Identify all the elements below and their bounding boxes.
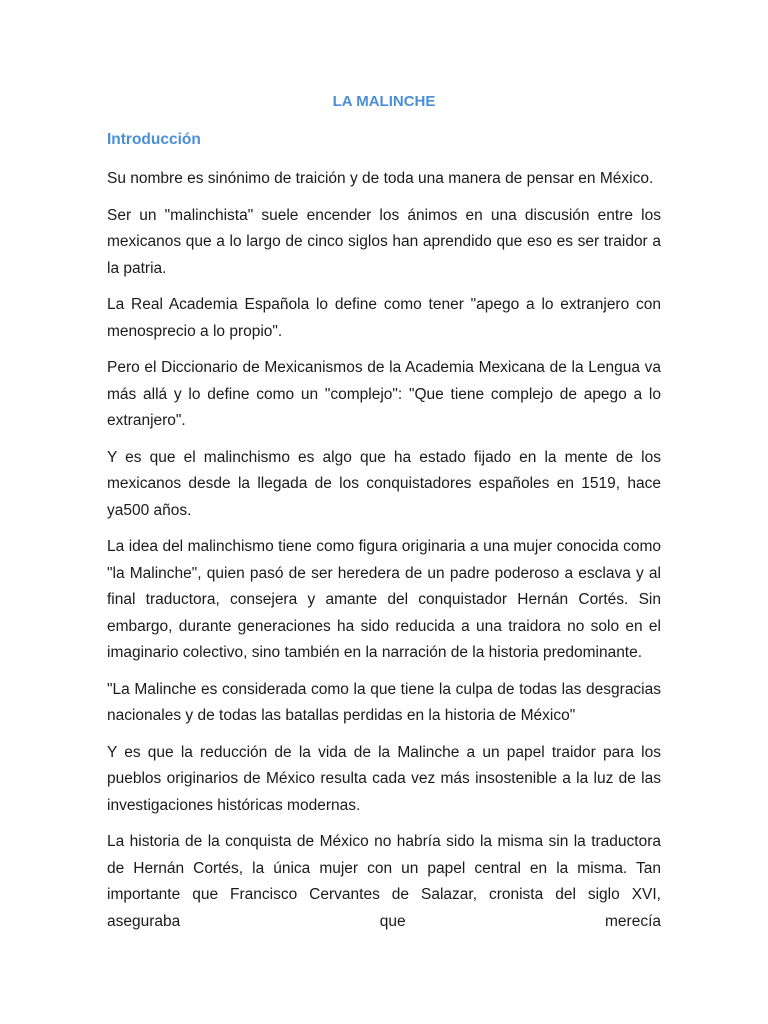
- paragraph: La idea del malinchismo tiene como figura originaria a una mujer conocida como "la Malinche", quien pasó de ser heredera de un padre poderoso a esclava y al final traductora, consejera y amante del conquistador Hernán Cortés. Sin embargo, durante generaciones ha sido reducida a una traidora no solo en el imaginario colectivo, sino también en la narración de la historia predominante.: [107, 538, 661, 661]
- paragraph: Ser un "malinchista" suele encender los ánimos en una discusión entre los mexicanos que a lo largo de cinco siglos han aprendido que eso es ser traidor a la patria.: [107, 206, 661, 277]
- document-page: [107, 92, 661, 945]
- paragraph: La Real Academia Española lo define como tener "apego a lo extranjero con menosprecio a lo propio".: [107, 296, 661, 340]
- section-heading: Introducción: [107, 131, 201, 148]
- document-title: LA MALINCHE: [332, 93, 436, 110]
- paragraph: "La Malinche es considerada como la que tiene la culpa de todas las desgracias nacionales y de todas las batallas perdidas en la historia de México": [107, 680, 661, 724]
- paragraph: Y es que la reducción de la vida de la Malinche a un papel traidor para los pueblos originarios de México resulta cada vez más insostenible a la luz de las investigaciones históricas modernas.: [107, 743, 661, 814]
- paragraph: Su nombre es sinónimo de traición y de toda una manera de pensar en México.: [107, 170, 654, 187]
- paragraph: Pero el Diccionario de Mexicanismos de la Academia Mexicana de la Lengua va más allá y lo define como un "complejo": "Que tiene complejo de apego a lo extranjero".: [107, 359, 661, 429]
- paragraph: Y es que el malinchismo es algo que ha estado fijado en la mente de los mexicanos desde la llegada de los conquistadores españoles en 1519, hace ya500 años.: [107, 448, 661, 519]
- paragraph: La historia de la conquista de México no habría sido la misma sin la traductora de Hernán Cortés, la única mujer con un papel central en la misma. Tan importante que Francisco Cervantes de Salazar, cronista del siglo XVI, aseguraba que merecía: [107, 833, 661, 930]
